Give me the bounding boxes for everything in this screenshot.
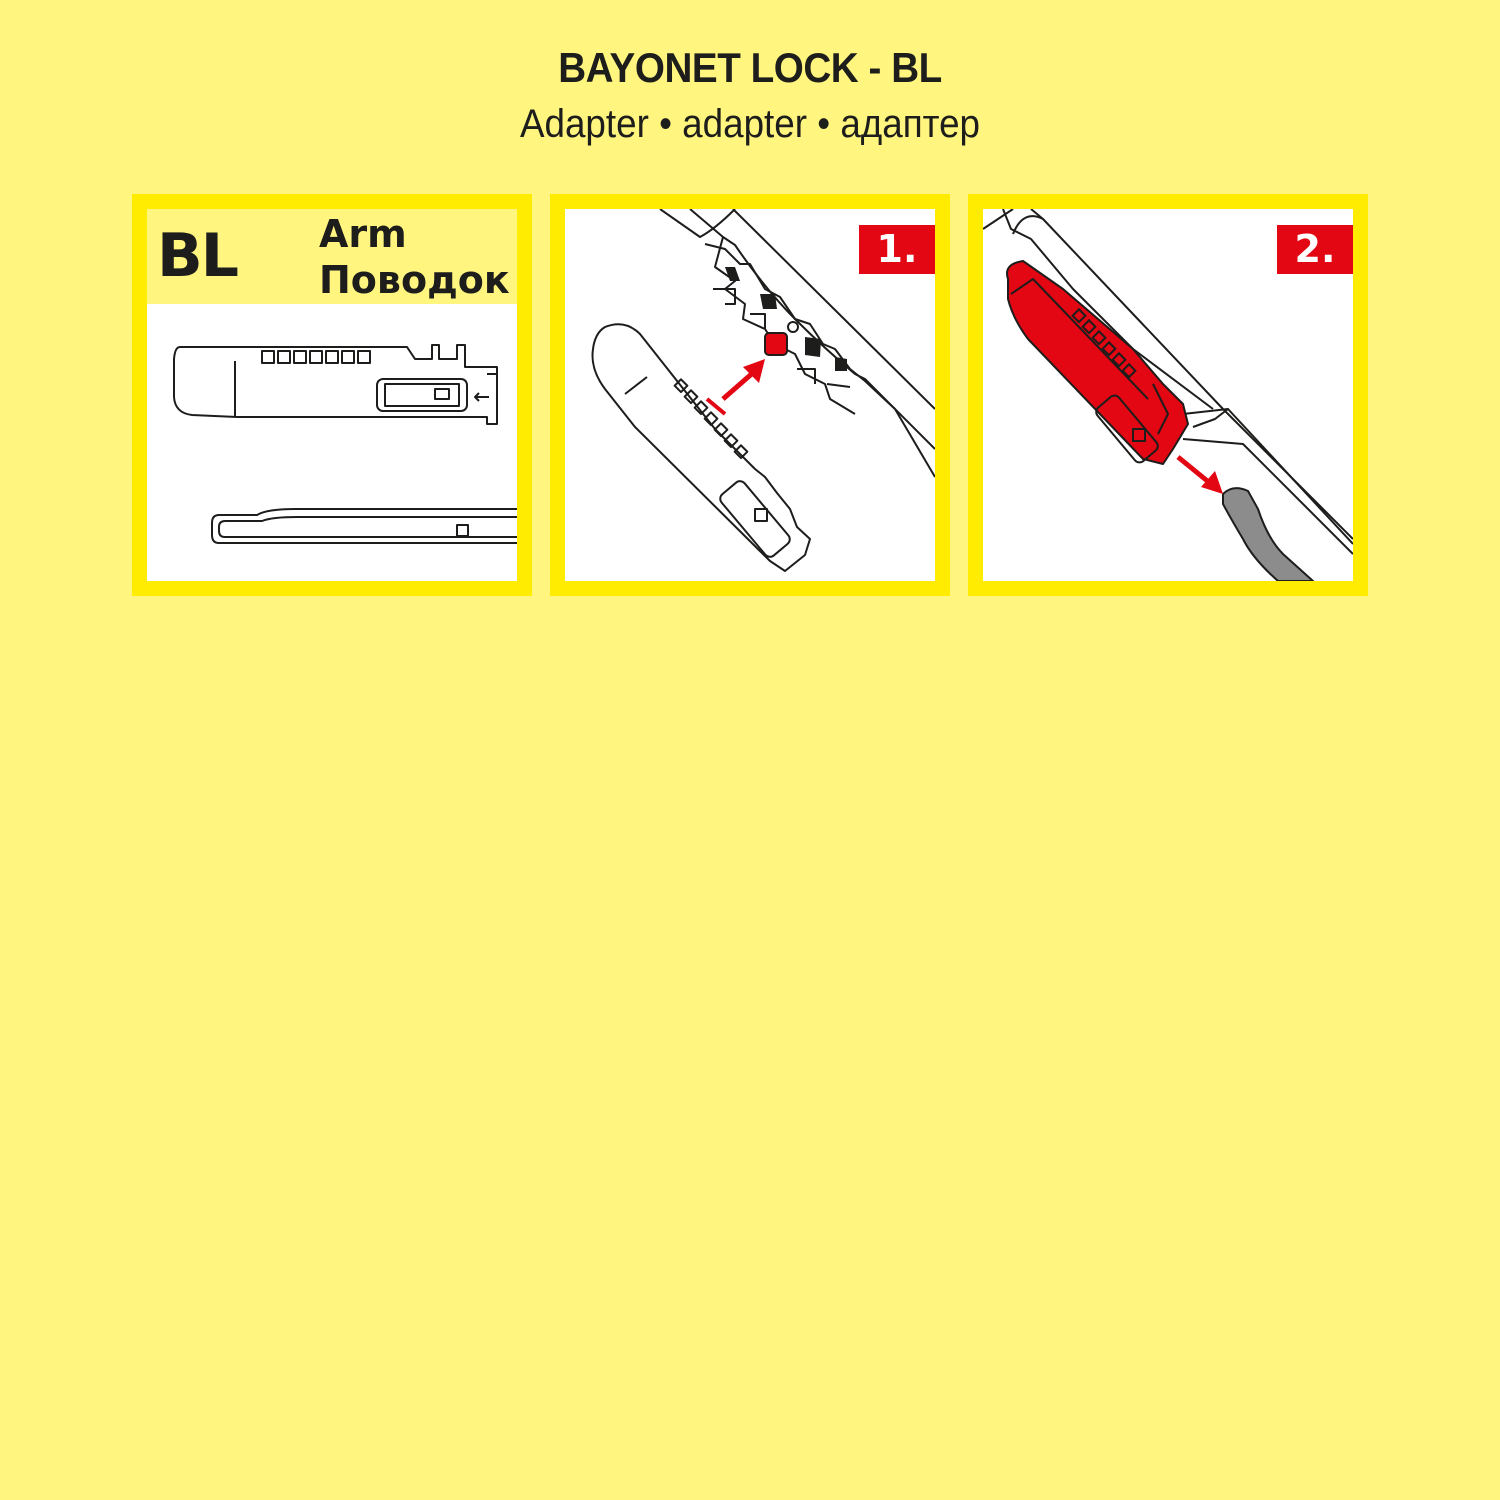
blade-connector-highlight [765, 333, 787, 355]
panel-step-2-content [983, 209, 1353, 581]
panel-step-1 [550, 194, 950, 596]
arm-label-en: Arm [319, 212, 407, 256]
adapter-mounted [1007, 261, 1188, 464]
page-title: BAYONET LOCK - BL [558, 44, 942, 91]
panel-step-2 [968, 194, 1368, 596]
arm-label-ru: Поводок [319, 258, 510, 302]
arrow-icon [1178, 457, 1223, 494]
adapter-ribs [262, 351, 370, 363]
adapter-body [593, 324, 811, 571]
panel-adapter-type-content [147, 209, 517, 581]
wiper-arm [1223, 488, 1313, 581]
wiper-blade [660, 209, 735, 237]
adapter-drawing [147, 209, 517, 581]
wiper-blade [983, 209, 1013, 229]
arrow-icon [723, 359, 765, 399]
page-subtitle: Adapter • adapter • адаптер [519, 102, 981, 146]
panel-step-1-content [565, 209, 935, 581]
step-badge: 1. [859, 225, 935, 274]
step-badge: 2. [1277, 225, 1353, 274]
adapter-code: BL [157, 221, 237, 291]
panel-adapter-type [132, 194, 532, 596]
